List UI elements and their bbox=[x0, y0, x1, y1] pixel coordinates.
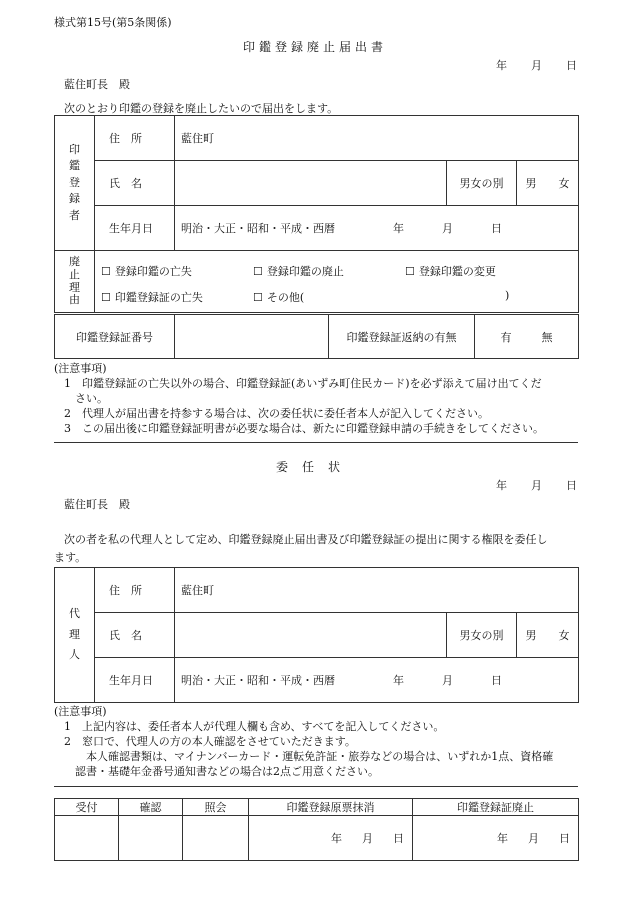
proxy-addressee: 藍住町長 殿 bbox=[64, 498, 130, 511]
office-header-record-delete: 印鑑登録原票抹消 bbox=[249, 799, 413, 816]
proxy-address-field[interactable]: 藍住町 bbox=[175, 568, 579, 613]
card-number-label: 印鑑登録証番号 bbox=[55, 315, 175, 359]
proxy-text-line1: 次の者を私の代理人として定め、印鑑登録廃止届出書及び印鑑登録証の提出に関する権限を委任し bbox=[64, 533, 548, 546]
reason-option-change-seal[interactable]: ☐ 登録印鑑の変更 bbox=[405, 265, 496, 278]
proxy-name-field[interactable] bbox=[175, 613, 447, 658]
proxy-side-label: 代 理 人 bbox=[55, 568, 95, 703]
form-title: 印鑑登録廃止届出書 bbox=[242, 40, 387, 54]
office-table bbox=[54, 798, 579, 861]
intro-text: 次のとおり印鑑の登録を廃止したいので届出をします。 bbox=[64, 102, 339, 115]
reason-option-lost-card[interactable]: ☐ 印鑑登録証の亡失 bbox=[101, 291, 203, 304]
addressee: 藍住町長 殿 bbox=[64, 78, 130, 91]
reason-option-abolish-seal[interactable]: ☐ 登録印鑑の廃止 bbox=[253, 265, 344, 278]
office-header-reception: 受付 bbox=[55, 799, 119, 816]
proxy-title: 委任状 bbox=[275, 460, 354, 474]
registrant-side-label: 印 鑑 登 録 者 bbox=[55, 116, 95, 251]
section-divider bbox=[54, 442, 578, 443]
notes1: (注意事項) 1 印鑑登録証の亡失以外の場合、印鑑登録証(あいずみ町住民カード)を必ず添えて届け出てくだ さい。 2 代理人が届出書を持参する場合は、次の委任状に委任者本人が記入してください。 3 この届出後に印鑑登録証明書が必要な場合は、新たに印鑑登録申請の手続きをしてください。 bbox=[54, 362, 544, 435]
office-header-card-abolish: 印鑑登録証廃止 bbox=[413, 799, 579, 816]
office-reception-cell[interactable] bbox=[55, 816, 119, 861]
dob-label: 生年月日 bbox=[95, 206, 175, 251]
reason-option-other[interactable]: ☐ その他( bbox=[253, 291, 305, 304]
section-divider-2 bbox=[54, 786, 578, 787]
proxy-gender-label: 男女の別 bbox=[447, 613, 517, 658]
office-header-inquiry: 照会 bbox=[183, 799, 249, 816]
gender-label: 男女の別 bbox=[447, 161, 517, 206]
reason-option-lost-seal[interactable]: ☐ 登録印鑑の亡失 bbox=[101, 265, 192, 278]
office-card-abolish-date[interactable]: 年 月 日 bbox=[413, 816, 579, 861]
proxy-date: 年 月 日 bbox=[496, 479, 577, 492]
office-confirm-cell[interactable] bbox=[119, 816, 183, 861]
dob-field[interactable]: 明治・大正・昭和・平成・西暦 年 月 日 bbox=[175, 206, 579, 251]
office-inquiry-cell[interactable] bbox=[183, 816, 249, 861]
card-table bbox=[54, 314, 579, 359]
card-return-field[interactable]: 有 無 bbox=[475, 315, 579, 359]
name-field[interactable] bbox=[175, 161, 447, 206]
address-field[interactable]: 藍住町 bbox=[175, 116, 579, 161]
proxy-table bbox=[54, 567, 579, 703]
card-number-field[interactable] bbox=[175, 315, 329, 359]
proxy-dob-label: 生年月日 bbox=[95, 658, 175, 703]
address-label: 住 所 bbox=[95, 116, 175, 161]
name-label: 氏 名 bbox=[95, 161, 175, 206]
office-header-confirm: 確認 bbox=[119, 799, 183, 816]
reason-options bbox=[95, 251, 579, 313]
proxy-dob-field[interactable]: 明治・大正・昭和・平成・西暦 年 月 日 bbox=[175, 658, 579, 703]
reason-side-label: 廃 止 理 由 bbox=[55, 251, 95, 313]
proxy-gender-field[interactable]: 男 女 bbox=[517, 613, 579, 658]
proxy-name-label: 氏 名 bbox=[95, 613, 175, 658]
proxy-text-line2: ます。 bbox=[54, 551, 87, 564]
office-record-delete-date[interactable]: 年 月 日 bbox=[249, 816, 413, 861]
gender-field[interactable]: 男 女 bbox=[517, 161, 579, 206]
proxy-address-label: 住 所 bbox=[95, 568, 175, 613]
registrant-table bbox=[54, 115, 579, 313]
card-return-label: 印鑑登録証返納の有無 bbox=[329, 315, 475, 359]
header-date: 年 月 日 bbox=[496, 59, 577, 72]
form-number: 様式第15号(第5条関係) bbox=[54, 16, 172, 29]
notes2: (注意事項) 1 上記内容は、委任者本人が代理人欄も含め、すべてを記入してください。 2 窓口で、代理人の方の本人確認をさせていただきます。 本人確認書類は、マイナンバーカード・運転免許証・旅券などの場合は、いずれか1点、資格確 認書・基礎年金番号通知書などの場合は2点ご用意ください。 bbox=[54, 705, 554, 778]
reason-other-close: ) bbox=[505, 289, 510, 302]
